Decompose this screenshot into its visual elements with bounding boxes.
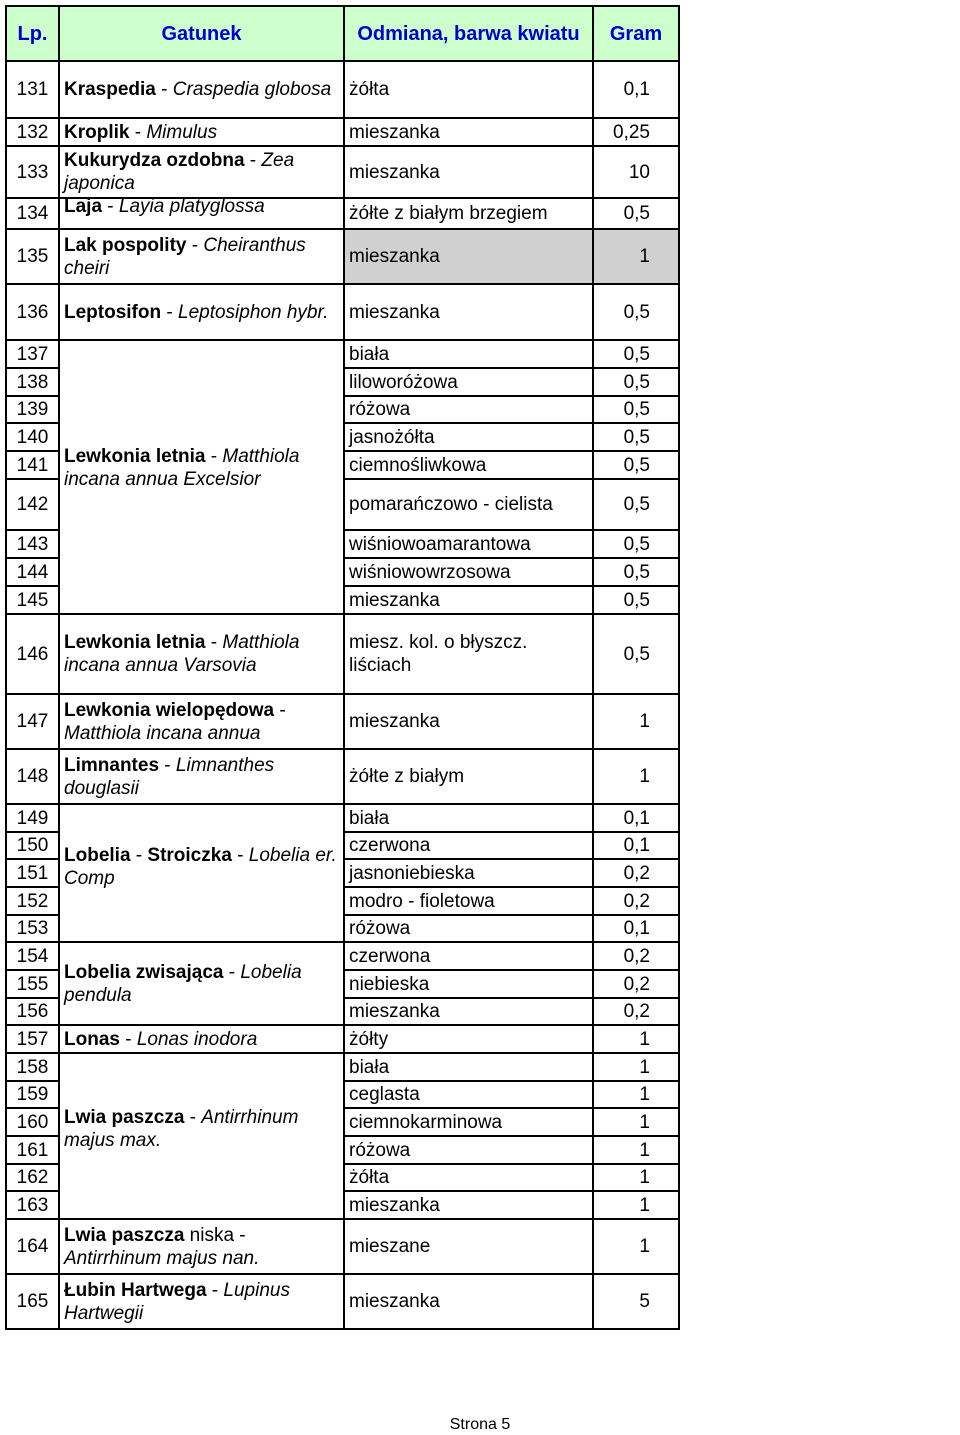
row-variety: liloworóżowa	[344, 368, 593, 396]
row-variety: pomarańczowo - cielista	[344, 479, 593, 530]
species-name: Lonas - Lonas inodora	[59, 1025, 344, 1053]
row-variety: mieszanka	[344, 229, 593, 284]
species-name: Łubin Hartwega - Lupinus Hartwegii	[59, 1274, 344, 1329]
row-lp: 134	[6, 198, 59, 229]
row-gram: 1	[593, 1164, 679, 1191]
row-lp: 146	[6, 614, 59, 694]
row-lp: 136	[6, 284, 59, 340]
row-lp: 165	[6, 1274, 59, 1329]
table-row	[6, 340, 679, 368]
row-lp: 138	[6, 368, 59, 396]
species-name: Lewkonia letnia - Matthiola incana annua Excelsior	[59, 340, 344, 614]
row-variety: żółte z białym brzegiem	[344, 198, 593, 229]
row-gram: 1	[593, 1191, 679, 1219]
species-name: Lak pospolity - Cheiranthus cheiri	[59, 229, 344, 284]
row-gram: 1	[593, 1025, 679, 1053]
header-lp: Lp.	[6, 6, 59, 61]
row-gram: 5	[593, 1274, 679, 1329]
row-variety: biała	[344, 1053, 593, 1081]
row-variety: mieszanka	[344, 998, 593, 1025]
species-name: Lwia paszcza niska - Antirrhinum majus nan.	[59, 1219, 344, 1274]
row-gram: 0,1	[593, 915, 679, 942]
row-variety: czerwona	[344, 942, 593, 970]
row-lp: 145	[6, 586, 59, 614]
header-row	[6, 6, 679, 61]
row-gram: 0,1	[593, 61, 679, 118]
row-variety: żółta	[344, 61, 593, 118]
row-gram: 0,5	[593, 396, 679, 423]
row-variety: ciemnośliwkowa	[344, 451, 593, 479]
row-lp: 152	[6, 887, 59, 915]
row-lp: 150	[6, 832, 59, 859]
row-lp: 144	[6, 558, 59, 586]
row-gram: 0,2	[593, 887, 679, 915]
row-gram: 0,2	[593, 942, 679, 970]
row-lp: 156	[6, 998, 59, 1025]
row-variety: biała	[344, 804, 593, 832]
row-gram: 0,5	[593, 530, 679, 558]
row-variety: biała	[344, 340, 593, 368]
row-lp: 151	[6, 859, 59, 887]
table-row	[6, 198, 679, 229]
header-odmiana: Odmiana, barwa kwiatu	[344, 6, 593, 61]
table-row	[6, 284, 679, 340]
row-lp: 161	[6, 1136, 59, 1164]
table-row	[6, 1025, 679, 1053]
row-variety: mieszanka	[344, 586, 593, 614]
row-gram: 1	[593, 1136, 679, 1164]
species-name: Kroplik - Mimulus	[59, 118, 344, 146]
row-lp: 142	[6, 479, 59, 530]
row-lp: 131	[6, 61, 59, 118]
row-variety: mieszanka	[344, 146, 593, 198]
row-variety: niebieska	[344, 970, 593, 998]
row-variety: różowa	[344, 915, 593, 942]
species-name: Lewkonia wielopędowa - Matthiola incana annua	[59, 694, 344, 749]
species-name: Kukurydza ozdobna - Zea japonica	[59, 146, 344, 198]
row-gram: 1	[593, 1053, 679, 1081]
row-gram: 10	[593, 146, 679, 198]
row-variety: różowa	[344, 1136, 593, 1164]
row-lp: 139	[6, 396, 59, 423]
header-gatunek: Gatunek	[59, 6, 344, 61]
row-gram: 0,5	[593, 614, 679, 694]
species-name: Laja - Layia platyglossa	[59, 198, 344, 229]
row-variety: mieszanka	[344, 118, 593, 146]
row-gram: 0,5	[593, 586, 679, 614]
table-row	[6, 118, 679, 146]
row-gram: 0,25	[593, 118, 679, 146]
row-lp: 140	[6, 423, 59, 451]
table-row	[6, 1274, 679, 1329]
page-footer: Strona 5	[449, 1416, 511, 1433]
row-variety: wiśniowowrzosowa	[344, 558, 593, 586]
row-variety: ciemnokarminowa	[344, 1108, 593, 1136]
row-lp: 162	[6, 1164, 59, 1191]
row-variety: ceglasta	[344, 1081, 593, 1108]
row-lp: 149	[6, 804, 59, 832]
row-gram: 0,2	[593, 970, 679, 998]
table-row	[6, 694, 679, 749]
species-name: Lewkonia letnia - Matthiola incana annua Varsovia	[59, 614, 344, 694]
row-lp: 160	[6, 1108, 59, 1136]
species-name: Limnantes - Limnanthes douglasii	[59, 749, 344, 804]
row-lp: 163	[6, 1191, 59, 1219]
row-variety: modro - fioletowa	[344, 887, 593, 915]
row-variety: mieszanka	[344, 1191, 593, 1219]
row-gram: 1	[593, 1219, 679, 1274]
row-lp: 158	[6, 1053, 59, 1081]
row-gram: 0,5	[593, 479, 679, 530]
row-variety: jasnożółta	[344, 423, 593, 451]
row-variety: mieszane	[344, 1219, 593, 1274]
row-variety: różowa	[344, 396, 593, 423]
row-lp: 135	[6, 229, 59, 284]
row-lp: 155	[6, 970, 59, 998]
row-lp: 132	[6, 118, 59, 146]
row-gram: 0,5	[593, 340, 679, 368]
row-lp: 141	[6, 451, 59, 479]
row-variety: mieszanka	[344, 1274, 593, 1329]
row-variety: mieszanka	[344, 284, 593, 340]
catalog-table	[5, 5, 680, 1330]
row-gram: 0,1	[593, 832, 679, 859]
header-gram: Gram	[593, 6, 679, 61]
row-gram: 1	[593, 749, 679, 804]
row-gram: 0,5	[593, 368, 679, 396]
species-name: Kraspedia - Craspedia globosa	[59, 61, 344, 118]
row-gram: 1	[593, 1108, 679, 1136]
row-variety: mieszanka	[344, 694, 593, 749]
row-variety: jasnoniebieska	[344, 859, 593, 887]
table-row	[6, 146, 679, 198]
species-name: Leptosifon - Leptosiphon hybr.	[59, 284, 344, 340]
row-gram: 0,5	[593, 284, 679, 340]
species-name: Lwia paszcza - Antirrhinum majus max.	[59, 1053, 344, 1219]
table-row	[6, 1053, 679, 1081]
row-gram: 0,5	[593, 451, 679, 479]
row-gram: 0,5	[593, 198, 679, 229]
row-lp: 154	[6, 942, 59, 970]
row-variety: żółty	[344, 1025, 593, 1053]
table-row	[6, 749, 679, 804]
row-variety: żółte z białym	[344, 749, 593, 804]
row-lp: 148	[6, 749, 59, 804]
row-gram: 0,1	[593, 804, 679, 832]
table-row	[6, 1219, 679, 1274]
row-lp: 147	[6, 694, 59, 749]
row-lp: 137	[6, 340, 59, 368]
row-gram: 1	[593, 694, 679, 749]
row-variety: żółta	[344, 1164, 593, 1191]
row-variety: wiśniowoamarantowa	[344, 530, 593, 558]
row-lp: 133	[6, 146, 59, 198]
row-gram: 0,2	[593, 859, 679, 887]
row-variety: miesz. kol. o błyszcz. liściach	[344, 614, 593, 694]
species-name: Lobelia - Stroiczka - Lobelia er. Comp	[59, 804, 344, 942]
table-row	[6, 229, 679, 284]
row-gram: 0,2	[593, 998, 679, 1025]
row-gram: 1	[593, 229, 679, 284]
table-row	[6, 61, 679, 118]
row-lp: 153	[6, 915, 59, 942]
table-row	[6, 804, 679, 832]
row-lp: 164	[6, 1219, 59, 1274]
row-lp: 159	[6, 1081, 59, 1108]
table-row	[6, 942, 679, 970]
species-name: Lobelia zwisająca - Lobelia pendula	[59, 942, 344, 1025]
row-gram: 0,5	[593, 558, 679, 586]
row-gram: 1	[593, 1081, 679, 1108]
row-lp: 143	[6, 530, 59, 558]
row-lp: 157	[6, 1025, 59, 1053]
table-row	[6, 614, 679, 694]
row-variety: czerwona	[344, 832, 593, 859]
row-gram: 0,5	[593, 423, 679, 451]
